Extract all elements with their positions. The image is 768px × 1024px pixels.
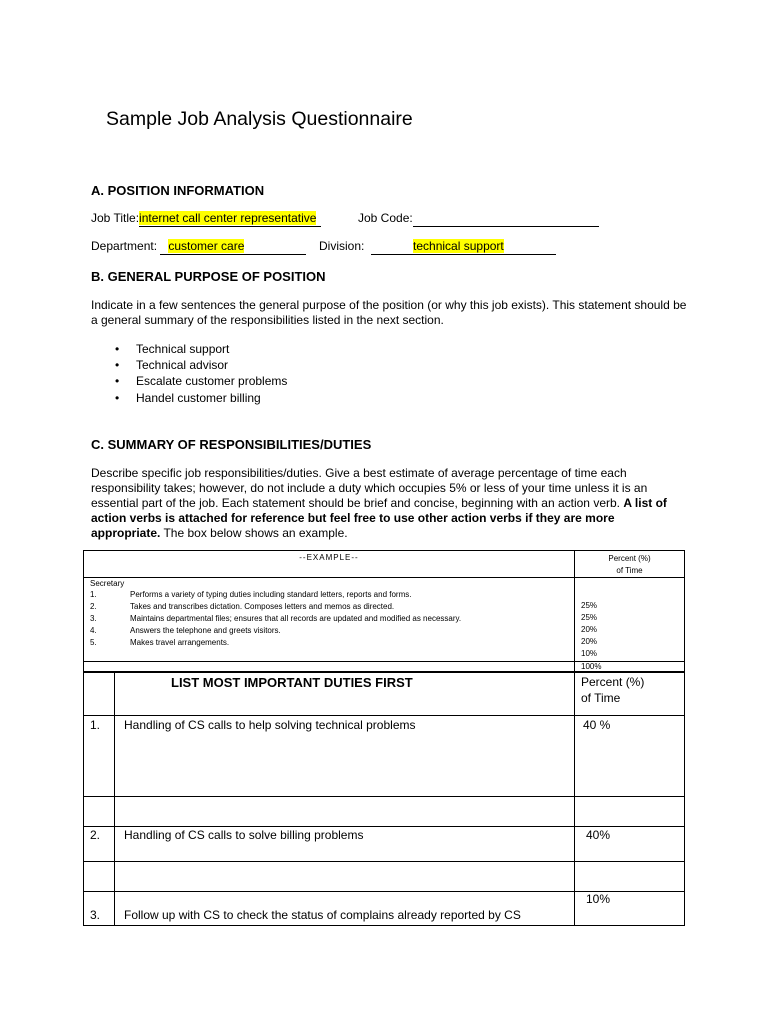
division-field[interactable] [371, 239, 556, 255]
list-item-text: Handel customer billing [136, 391, 261, 405]
job-title-field[interactable] [139, 211, 321, 227]
section-c-heading: C. SUMMARY OF RESPONSIBILITIES/DUTIES [91, 437, 372, 452]
example-pct: 25% [581, 601, 598, 610]
division-value: technical support [413, 239, 504, 253]
duty-pct-cell[interactable] [575, 827, 685, 862]
job-code-field[interactable] [413, 211, 599, 227]
duty-pct: 40 % [583, 718, 611, 732]
example-header: --EXAMPLE-- [299, 553, 359, 562]
department-value: customer care [168, 239, 245, 253]
example-duty-text: Performs a variety of typing duties including standard letters, reports and forms. [130, 590, 412, 599]
table-row [84, 892, 685, 926]
example-pct: 20% [581, 625, 598, 634]
job-title-row [91, 211, 321, 227]
table-row [84, 797, 685, 827]
example-duty-num: 2. [90, 602, 97, 611]
example-total-blank-cell [84, 662, 575, 672]
job-code-label: Job Code: [358, 211, 413, 225]
list-item-text: Technical advisor [136, 358, 229, 372]
bullet-icon: • [115, 374, 120, 388]
bullet-icon: • [115, 391, 120, 405]
example-total-cell [575, 662, 685, 672]
table-row [84, 862, 685, 892]
example-duty-num: 1. [90, 590, 97, 599]
duty-pct: 10% [586, 892, 611, 906]
table-row [84, 827, 685, 862]
section-b-paragraph: Indicate in a few sentences the general purpose of the position (or why this job exists). This statement should be a general summary of the responsibilities listed in the next section. [91, 298, 687, 327]
section-c-paragraph [91, 466, 687, 541]
bullet-icon: • [115, 358, 120, 372]
example-duty-num: 5. [90, 638, 97, 647]
department-field[interactable] [160, 239, 306, 255]
duty-text-cell[interactable] [115, 827, 575, 862]
example-duties-cell [84, 578, 575, 662]
table-row [84, 716, 685, 797]
duty-pct-cell[interactable] [575, 892, 685, 926]
section-c-bold-text: A list of action verbs is attached for reference but feel free to use other action verbs if they are more appropriate. [91, 496, 667, 540]
duties-header: LIST MOST IMPORTANT DUTIES FIRST [171, 675, 413, 690]
example-duty [90, 601, 574, 613]
example-duty-num: 4. [90, 626, 97, 635]
example-duty-text: Takes and transcribes dictation. Composes letters and memos as directed. [130, 602, 395, 611]
duty-pct-cell[interactable] [575, 716, 685, 797]
example-table [83, 550, 685, 672]
duties-header-num-cell [84, 673, 115, 716]
example-percent-header-cell [575, 551, 685, 578]
example-pct: 10% [581, 649, 598, 658]
duties-percent-header-2: of Time [581, 691, 621, 705]
duties-percent-header-1: Percent (%) [581, 675, 645, 689]
section-a-heading: A. POSITION INFORMATION [91, 183, 265, 198]
example-total: 100% [581, 662, 602, 671]
job-title-label: Job Title: [91, 211, 140, 225]
example-pct: 20% [581, 637, 598, 646]
duty-num: 3. [90, 908, 101, 922]
list-item [115, 358, 415, 374]
job-title-value: internet call center representative [139, 211, 317, 225]
duties-percent-header-cell [575, 673, 685, 716]
list-item-text: Escalate customer problems [136, 374, 288, 388]
section-b-heading: B. GENERAL PURPOSE OF POSITION [91, 269, 326, 284]
section-c-text: Describe specific job responsibilities/duties. Give a best estimate of average percentage of time each responsibility takes; however, do not include a duty which occupies 5% or less of your time unless it is an essential part of the job. Each statement should be brief and concise, beginning with an action verb. [91, 466, 648, 510]
example-duty [90, 637, 574, 649]
duty-pct: 40% [586, 828, 611, 842]
example-duty-text: Answers the telephone and greets visitors. [130, 626, 281, 635]
example-duty-num: 3. [90, 614, 97, 623]
division-label: Division: [319, 239, 365, 253]
example-percent-cell [575, 578, 685, 662]
duty-pct-cell[interactable] [575, 797, 685, 827]
job-code-row [358, 211, 599, 227]
duty-text: Follow up with CS to check the status of complains already reported by CS [124, 908, 521, 922]
example-role: Secretary [90, 579, 125, 588]
example-pct: 25% [581, 613, 598, 622]
department-row [91, 239, 306, 255]
list-item [115, 374, 415, 391]
duty-text-cell[interactable] [115, 797, 575, 827]
duty-text: Handling of CS calls to solve billing problems [124, 828, 364, 842]
duty-num-cell [84, 797, 115, 827]
duty-num-cell [84, 892, 115, 926]
duty-num: 1. [90, 718, 101, 732]
duty-num-cell [84, 827, 115, 862]
duties-table [83, 672, 685, 926]
division-row [319, 239, 556, 255]
duty-text-cell[interactable] [115, 862, 575, 892]
department-label: Department: [91, 239, 158, 253]
example-duty-text: Makes travel arrangements. [130, 638, 230, 647]
bullet-icon: • [115, 342, 120, 356]
example-duty-text: Maintains departmental files; ensures that all records are updated and modified as necessary. [130, 614, 462, 623]
duties-header-cell [115, 673, 575, 716]
duty-pct-cell[interactable] [575, 862, 685, 892]
duty-num-cell [84, 862, 115, 892]
duty-num: 2. [90, 828, 101, 842]
purpose-bullet-list [115, 342, 415, 407]
duty-num-cell [84, 716, 115, 797]
section-c-tail-text: The box below shows an example. [160, 526, 348, 540]
duty-text: Handling of CS calls to help solving technical problems [124, 718, 416, 732]
list-item [115, 342, 415, 358]
page-title: Sample Job Analysis Questionnaire [106, 108, 413, 130]
example-duty [90, 613, 574, 625]
example-duty [90, 589, 574, 601]
duty-text-cell[interactable] [115, 716, 575, 797]
list-item [115, 391, 415, 407]
example-duty [90, 625, 574, 637]
example-percent-header-1: Percent (%) [608, 554, 651, 563]
list-item-text: Technical support [136, 342, 230, 356]
example-percent-header-2: of Time [616, 566, 643, 575]
duty-text-cell[interactable] [115, 892, 575, 926]
example-header-cell [84, 551, 575, 578]
